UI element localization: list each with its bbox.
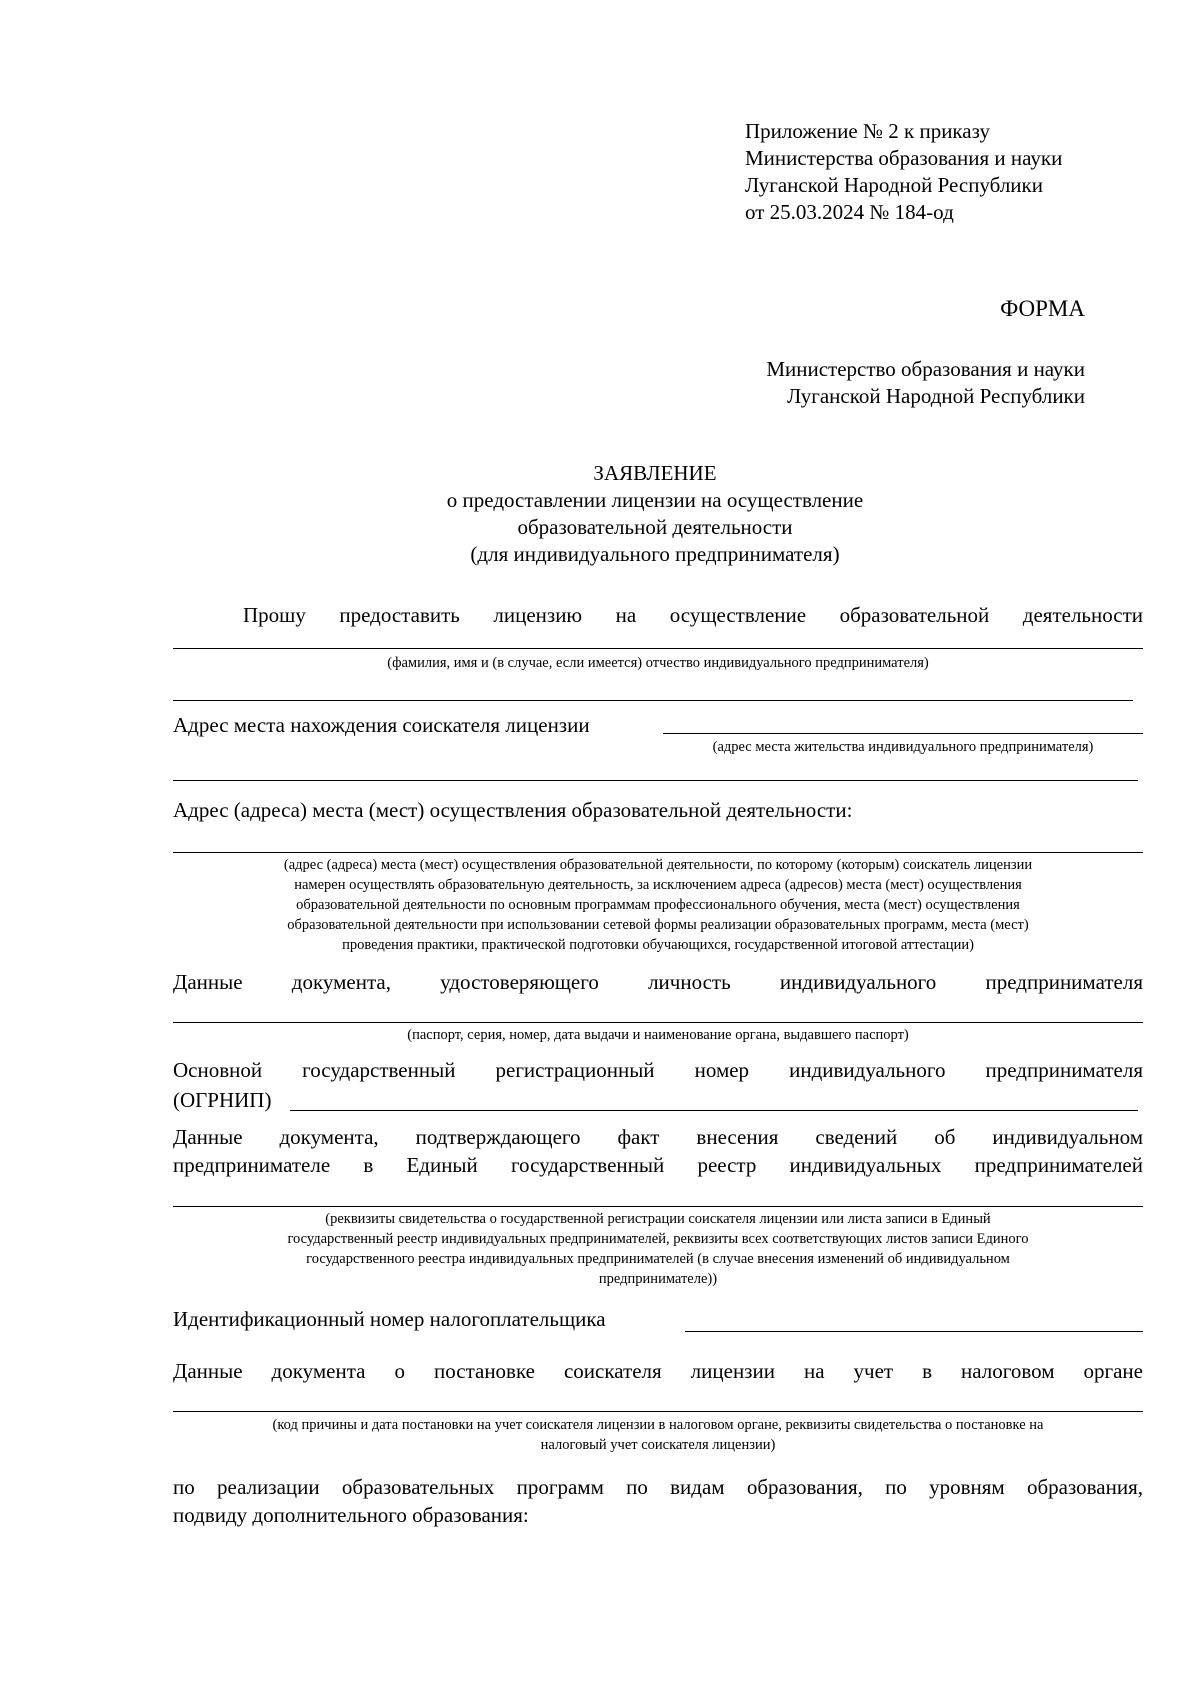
address-hint: (адрес места жительства индивидуального предпринимателя) (712, 739, 1094, 755)
activity-address-hint-4: образовательной деятельности при использовании сетевой формы реализации образовательных программ, места (мест) (287, 917, 1029, 933)
tax-doc-hint-2: налоговый учет соискателя лицензии) (540, 1437, 776, 1453)
address-field-line-2[interactable] (173, 780, 1138, 781)
inn-label: Идентификационный номер налогоплательщика (173, 1307, 606, 1331)
egrip-hint-2: государственный реестр индивидуальных предпринимателей, реквизиты всех соответствующих листов записи Единого (287, 1231, 1029, 1247)
tax-doc-field-line[interactable] (173, 1411, 1143, 1412)
appendix-line-2: Министерства образования и науки (745, 146, 1063, 170)
activity-address-hint-1: (адрес (адреса) места (мест) осуществления образовательной деятельности, по которому (которым) соискатель лицензии (283, 857, 1033, 873)
tax-doc-label: Данные документа о постановке соискателя лицензии на учет в налоговом органе (173, 1359, 1143, 1383)
appendix-line-1: Приложение № 2 к приказу (745, 119, 990, 143)
ogrnip-label-line-2: (ОГРНИП) (173, 1088, 272, 1112)
activity-address-hint-5: проведения практики, практической подготовки обучающихся, государственной итоговой аттестации) (342, 937, 974, 953)
title-sub-3: (для индивидуального предпринимателя) (470, 542, 840, 566)
activity-address-label: Адрес (адреса) места (мест) осуществления образовательной деятельности: (173, 798, 853, 822)
address-field-line[interactable] (663, 733, 1143, 734)
tax-doc-hint-1: (код причины и дата постановки на учет соискателя лицензии в налоговом органе, реквизиты свидетельства о постановке на (272, 1417, 1044, 1433)
egrip-field-line[interactable] (173, 1206, 1143, 1207)
egrip-hint-3: государственного реестра индивидуальных предпринимателей (в случае внесения изменений об индивидуальном (306, 1251, 1010, 1267)
fio-hint: (фамилия, имя и (в случае, если имеется) отчество индивидуального предпринимателя) (387, 655, 929, 671)
identity-doc-label: Данные документа, удостоверяющего личность индивидуального предпринимателя (173, 970, 1143, 994)
addressee-line-1: Министерство образования и науки (766, 357, 1085, 381)
identity-doc-field-line[interactable] (173, 1022, 1143, 1023)
ogrnip-field-line[interactable] (290, 1110, 1138, 1111)
title-sub-1: о предоставлении лицензии на осуществление (446, 488, 864, 512)
appendix-line-4: от 25.03.2024 № 184-од (745, 200, 954, 224)
activity-address-field-line[interactable] (173, 852, 1143, 853)
appendix-line-3: Луганской Народной Республики (745, 173, 1043, 197)
programs-line-1: по реализации образовательных программ по видам образования, по уровням образования, (173, 1475, 1143, 1499)
address-label: Адрес места нахождения соискателя лицензии (173, 713, 590, 737)
request-text: Прошу предоставить лицензию на осуществление образовательной деятельности (243, 603, 1143, 627)
egrip-label-line-2: предпринимателе в Единый государственный реестр индивидуальных предпринимателей (173, 1153, 1143, 1177)
egrip-label-line-1: Данные документа, подтверждающего факт внесения сведений об индивидуальном (173, 1125, 1143, 1149)
activity-address-hint-2: намерен осуществлять образовательную деятельность, за исключением адреса (адресов) места (мест) осуществления (294, 877, 1022, 893)
document-title: ЗАЯВЛЕНИЕ (593, 461, 717, 485)
activity-address-hint-3: образовательной деятельности по основным программам профессионального обучения, места (мест) осуществления (296, 897, 1020, 913)
title-sub-2: образовательной деятельности (517, 515, 793, 539)
egrip-hint-1: (реквизиты свидетельства о государственной регистрации соискателя лицензии или листа записи в Единый (325, 1211, 991, 1227)
egrip-hint-4: предпринимателе)) (598, 1271, 718, 1287)
programs-line-2: подвиду дополнительного образования: (173, 1503, 529, 1527)
fio-field-line-2[interactable] (173, 700, 1133, 701)
addressee-line-2: Луганской Народной Республики (787, 384, 1085, 408)
identity-doc-hint: (паспорт, серия, номер, дата выдачи и наименование органа, выдавшего паспорт) (407, 1027, 909, 1043)
inn-field-line[interactable] (685, 1331, 1143, 1332)
ogrnip-label-line-1: Основной государственный регистрационный номер индивидуального предпринимателя (173, 1058, 1143, 1082)
fio-field-line[interactable] (173, 648, 1143, 649)
form-label: ФОРМА (1000, 296, 1085, 321)
